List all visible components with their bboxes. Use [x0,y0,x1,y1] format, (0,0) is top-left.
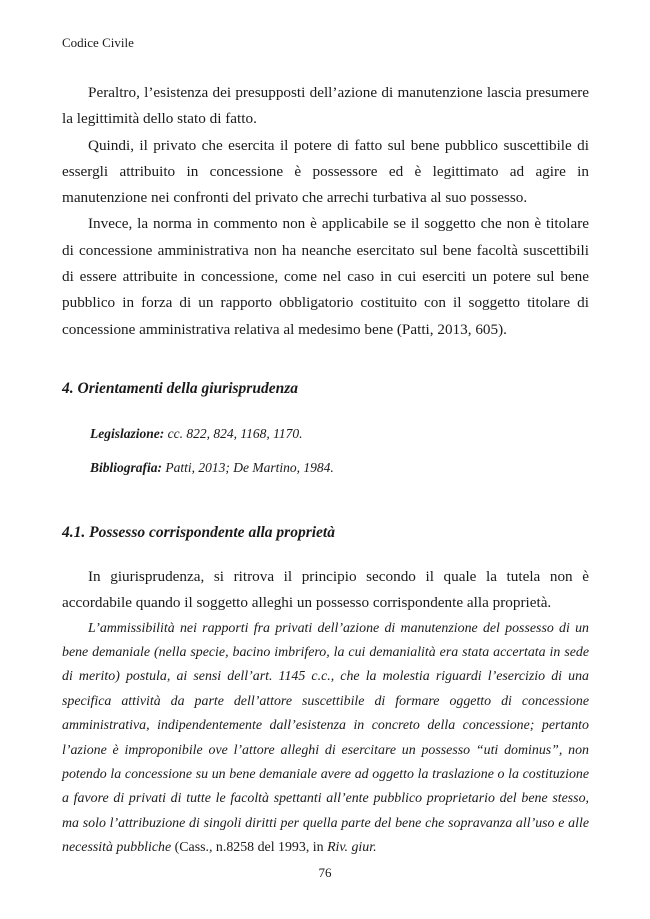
paragraph: Invece, la norma in commento non è applicabile se il soggetto che non è titolare di concessione amministrativa non ha neanche esercitato sul bene facoltà suscettibili di essere attribuite in concessione, come nel caso in cui eserciti un potere sul bene pubblico in forza di un rapporto obbligatorio costituito con il soggetto titolare di concessione amministrativa relativa al medesimo bene (Patti, 2013, 605). [62,215,589,338]
case-law-quote [62,617,589,861]
section-4-heading-block [62,380,589,398]
bibliografia-line [62,460,589,476]
paragraph: In giurisprudenza, si ritrova il principio secondo il quale la tutela non è accordabile quando il soggetto alleghi un possesso corrispondente alla proprietà. [62,568,589,612]
legislazione-line [62,426,589,442]
running-header: Codice Civile [62,35,134,50]
quote-text: L’ammissibilità nei rapporti fra privati dell’azione di manutenzione del possesso di un bene demaniale (nella specie, bacino imbrifero, la cui demanialità era stata accertata in sede di merito) postula, ai sensi dell’art. 1145 c.c., che la molestia riguardi l’esercizio di una specifica attività da parte dell’attore suscettibile di formare oggetto di concessione amministrativa, indipendentemente dall’esistenza in concreto della concessione; pertanto l’azione è improponibile ove l’attore alleghi di esercitare un possesso “uti dominus”, non potendo la concessione su un bene demaniale avere ad oggetto la traslazione o la costituzione a favore di privati di tutte le facoltà spettanti all’ente pubblico proprietario del bene stesso, ma solo l’attribuzione di singoli diritti per quella parte del bene che sopravanza all’uso e alle necessità pubbliche [62,620,589,856]
section-4-1-heading-block [62,524,589,542]
legislazione-label: Legislazione: [90,426,165,441]
subsection-heading: 4.1. Possesso corrispondente alla proprietà [62,524,335,541]
citation-text: (Cass., n.8258 del 1993, in [171,840,328,856]
paragraph: Quindi, il privato che esercita il potere di fatto sul bene pubblico suscettibile di essergli attribuito in concessione è possessore ed è legittimato ad agire in manutenzione nei confronti del privato che arrechi turbativa al suo possesso. [62,136,589,207]
legislazione-value: cc. 822, 824, 1168, 1170. [164,426,303,441]
section-3-body [62,80,589,343]
bibliografia-label: Bibliografia: [90,460,163,475]
section-4-1-body [62,564,589,861]
section-heading: 4. Orientamenti della giurisprudenza [62,380,298,397]
paragraph: Peraltro, l’esistenza dei presupposti dell’azione di manutenzione lascia presumere la legittimità dello stato di fatto. [62,84,589,128]
bibliografia-value: Patti, 2013; De Martino, 1984. [162,460,334,475]
citation-source: Riv. giur. [327,840,377,856]
page-number: 76 [318,865,332,880]
